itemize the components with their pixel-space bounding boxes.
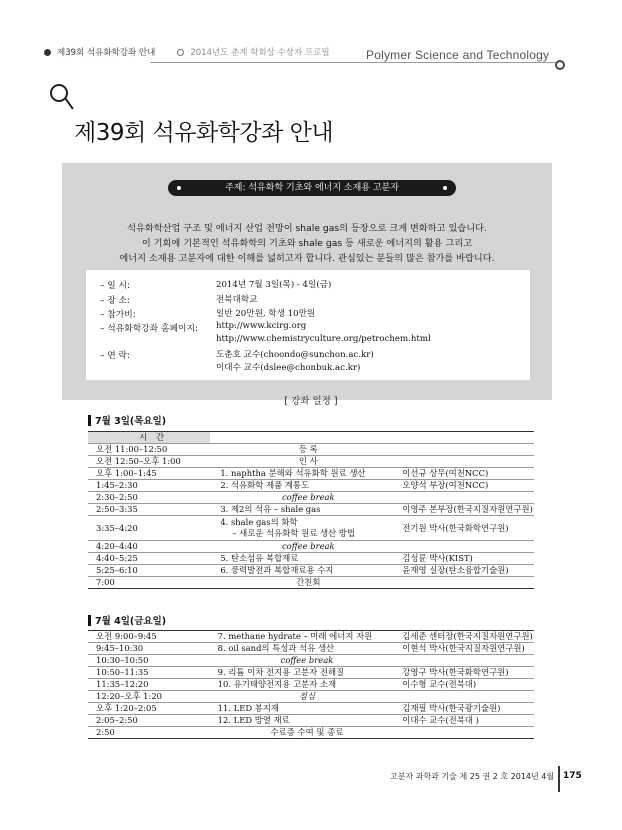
time-cell: 7:00	[88, 577, 210, 589]
intro-line: 석유화학산업 구조 및 에너지 산업 전망이 shale gas의 등장으로 크게 변화하고 있습니다.	[127, 223, 487, 234]
table-row	[88, 492, 534, 504]
speaker-cell: 윤재영 실장(탄소융합기술원)	[396, 565, 534, 577]
topic-cell: 인 사	[210, 456, 396, 468]
empty-cell	[396, 432, 534, 444]
speaker-cell: 이수형 교수(전북대)	[396, 679, 534, 691]
time-cell: 오전 9:00–9:45	[88, 631, 208, 643]
running-header-left	[44, 46, 330, 58]
speaker-cell	[396, 541, 534, 553]
time-cell: 12:20–오후 1:20	[88, 691, 208, 703]
speaker-cell: 이대수 교수(전북대 )	[396, 715, 534, 727]
speaker-cell	[396, 444, 534, 456]
info-value: 전북대학교	[216, 295, 258, 305]
topic-cell: 8. oil sand의 특성과 석유 생산	[208, 643, 397, 655]
table-row	[88, 667, 534, 679]
time-cell: 오전 12:50–오후 1:00	[88, 456, 210, 468]
table-row	[88, 703, 534, 715]
info-label: – 일 시:	[100, 281, 130, 291]
table-row	[88, 727, 534, 739]
header-next-section: 2014년도 춘계 학회상 수상자 프로필	[190, 48, 330, 58]
topic-cell: 9. 리튬 이차 전지용 고분자 전해질	[208, 667, 397, 679]
table-row	[88, 468, 534, 480]
table-row	[88, 565, 534, 577]
header-divider	[150, 62, 558, 63]
footer-journal-info: 고분자 과학과 기술 제 25 권 2 호 2014년 4월	[390, 772, 555, 781]
ring-icon	[177, 49, 184, 56]
table-row	[88, 643, 534, 655]
time-cell: 2:50–3:35	[88, 504, 210, 516]
time-cell: 9:45–10:30	[88, 643, 208, 655]
bullet-icon	[44, 49, 51, 56]
header-current-section: 제39회 석유화학강좌 안내	[57, 48, 156, 58]
ring-icon	[555, 60, 565, 70]
table-row	[88, 679, 534, 691]
time-cell: 오후 1:00–1:45	[88, 468, 210, 480]
speaker-cell: 전기원 박사(한국화학연구원)	[396, 516, 534, 541]
speaker-cell	[396, 577, 534, 589]
time-cell: 5:25–6:10	[88, 565, 210, 577]
time-cell: 2:50	[88, 727, 208, 739]
bullet-icon	[443, 186, 447, 190]
info-label: – 참가비:	[100, 310, 136, 320]
topic-cell: 12. LED 방열 재료	[208, 715, 397, 727]
intro-line: 이 기회에 기본적인 석유화학의 기초와 shale gas 등 새로운 에너지의 활용 그리고	[141, 238, 473, 249]
time-cell: 2:30–2:50	[88, 492, 210, 504]
speaker-cell	[396, 492, 534, 504]
speaker-cell: 이현석 박사(한국지질자원연구원)	[396, 643, 534, 655]
table-row	[88, 631, 534, 643]
speaker-cell: 김성륜 박사(KIST)	[396, 553, 534, 565]
time-column-header: 시 간	[88, 432, 210, 444]
square-bullet-icon	[88, 415, 91, 426]
empty-cell	[210, 432, 396, 444]
page-number: 175	[563, 771, 582, 781]
info-value: 2014년 7월 3일(목) - 4일(금)	[216, 280, 332, 290]
speaker-cell	[396, 655, 534, 667]
contact-value: 이대수 교수(dslee@chonbuk.ac.kr)	[216, 363, 361, 373]
topic-cell: 수료증 수여 및 종료	[208, 727, 397, 739]
table-row	[88, 541, 534, 553]
table-row	[88, 715, 534, 727]
table-row	[88, 691, 534, 703]
info-label: – 석유화학강좌 홈페이지:	[100, 324, 198, 334]
time-cell: 10:30–10:50	[88, 655, 208, 667]
day1-heading	[88, 413, 166, 427]
speaker-cell: 강영구 박사(한국화학연구원)	[396, 667, 534, 679]
magnifier-stem-icon	[64, 97, 74, 110]
homepage-link[interactable]: http://www.kcirg.org	[216, 321, 307, 331]
table-row	[88, 504, 534, 516]
topic-line: 4. shale gas의 화학	[220, 517, 298, 527]
time-cell: 1:45–2:30	[88, 480, 210, 492]
footer-divider	[558, 766, 560, 792]
coffee-break-cell: coffee break	[208, 655, 397, 667]
table-row	[88, 655, 534, 667]
contact-value: 도춘호 교수(choondo@sunchon.ac.kr)	[216, 350, 374, 360]
day1-schedule-table	[88, 431, 534, 589]
info-value: 일반 20만원, 학생 10만원	[216, 309, 316, 319]
table-header-row	[88, 432, 534, 444]
topic-cell: 7. methane hydrate – 미래 에너지 자원	[208, 631, 397, 643]
topic-cell: 간친회	[210, 577, 396, 589]
time-cell: 4:40–5:25	[88, 553, 210, 565]
table-row	[88, 480, 534, 492]
speaker-cell	[396, 691, 534, 703]
coffee-break-cell: coffee break	[210, 492, 396, 504]
topic-subline: – 새로운 석유화학 원료 생산 방법	[232, 528, 355, 538]
day1-heading-text: 7월 3일(목요일)	[95, 416, 167, 427]
schedule-title: [ 강좌 일정 ]	[284, 396, 338, 407]
day2-schedule-table	[88, 630, 534, 739]
day2-heading-text: 7월 4일(금요일)	[95, 616, 167, 627]
event-info-box	[86, 270, 530, 380]
time-cell: 11:35–12:20	[88, 679, 208, 691]
topic-cell: 6. 풍력발전과 복합재료용 수지	[210, 565, 396, 577]
coffee-break-cell: coffee break	[210, 541, 396, 553]
topic-cell: 3. 제2의 석유 – shale gas	[210, 504, 396, 516]
time-cell: 2:05–2:50	[88, 715, 208, 727]
topic-text: 주제: 석유화학 기초와 에너지 소재용 고분자	[225, 183, 399, 193]
speaker-cell: 오양석 부장(여천NCC)	[396, 480, 534, 492]
speaker-cell: 김세준 센터장(한국지질자원연구원)	[396, 631, 534, 643]
time-cell: 오전 11:00–12:50	[88, 444, 210, 456]
table-row	[88, 444, 534, 456]
speaker-cell: 이영주 본부장(한국지질자원연구원)	[396, 504, 534, 516]
topic-cell: 10. 유기태양전지용 고분자 소재	[208, 679, 397, 691]
page-title: 제39회 석유화학강좌 안내	[74, 120, 334, 146]
speaker-cell: 이선규 상무(여천NCC)	[396, 468, 534, 480]
table-row	[88, 553, 534, 565]
time-cell: 오후 1:20–2:05	[88, 703, 208, 715]
day2-heading	[88, 613, 166, 627]
table-row	[88, 456, 534, 468]
square-bullet-icon	[88, 615, 91, 626]
intro-line: 에너지 소재용 고분자에 대한 이해를 넓히고자 합니다. 관심있는 분들의 많은 참가를 바랍니다.	[119, 253, 495, 264]
journal-name: Polymer Science and Technology	[366, 48, 550, 62]
topic-cell: 2. 석유화학 제품 계통도	[210, 480, 396, 492]
time-cell: 3:35–4:20	[88, 516, 210, 541]
homepage-link[interactable]: http://www.chemistryculture.org/petrochem.html	[216, 334, 431, 344]
topic-cell: 1. naphtha 분해와 석유화학 원료 생산	[210, 468, 396, 480]
info-label: – 장 소:	[100, 296, 130, 306]
table-row	[88, 516, 534, 541]
lunch-cell: 점심	[208, 691, 397, 703]
topic-cell: 11. LED 봉지재	[208, 703, 397, 715]
speaker-cell	[396, 456, 534, 468]
topic-cell	[210, 516, 396, 541]
table-row	[88, 577, 534, 589]
time-cell: 10:50–11:35	[88, 667, 208, 679]
speaker-cell: 김재필 박사(한국광기술원)	[396, 703, 534, 715]
time-cell: 4:20–4:40	[88, 541, 210, 553]
info-label: – 연 락:	[100, 351, 130, 361]
bullet-icon	[177, 186, 181, 190]
speaker-cell	[396, 727, 534, 739]
topic-cell: 5. 탄소섬유 복합재료	[210, 553, 396, 565]
intro-paragraph	[62, 221, 552, 266]
topic-cell: 등 록	[210, 444, 396, 456]
topic-banner	[168, 180, 456, 196]
